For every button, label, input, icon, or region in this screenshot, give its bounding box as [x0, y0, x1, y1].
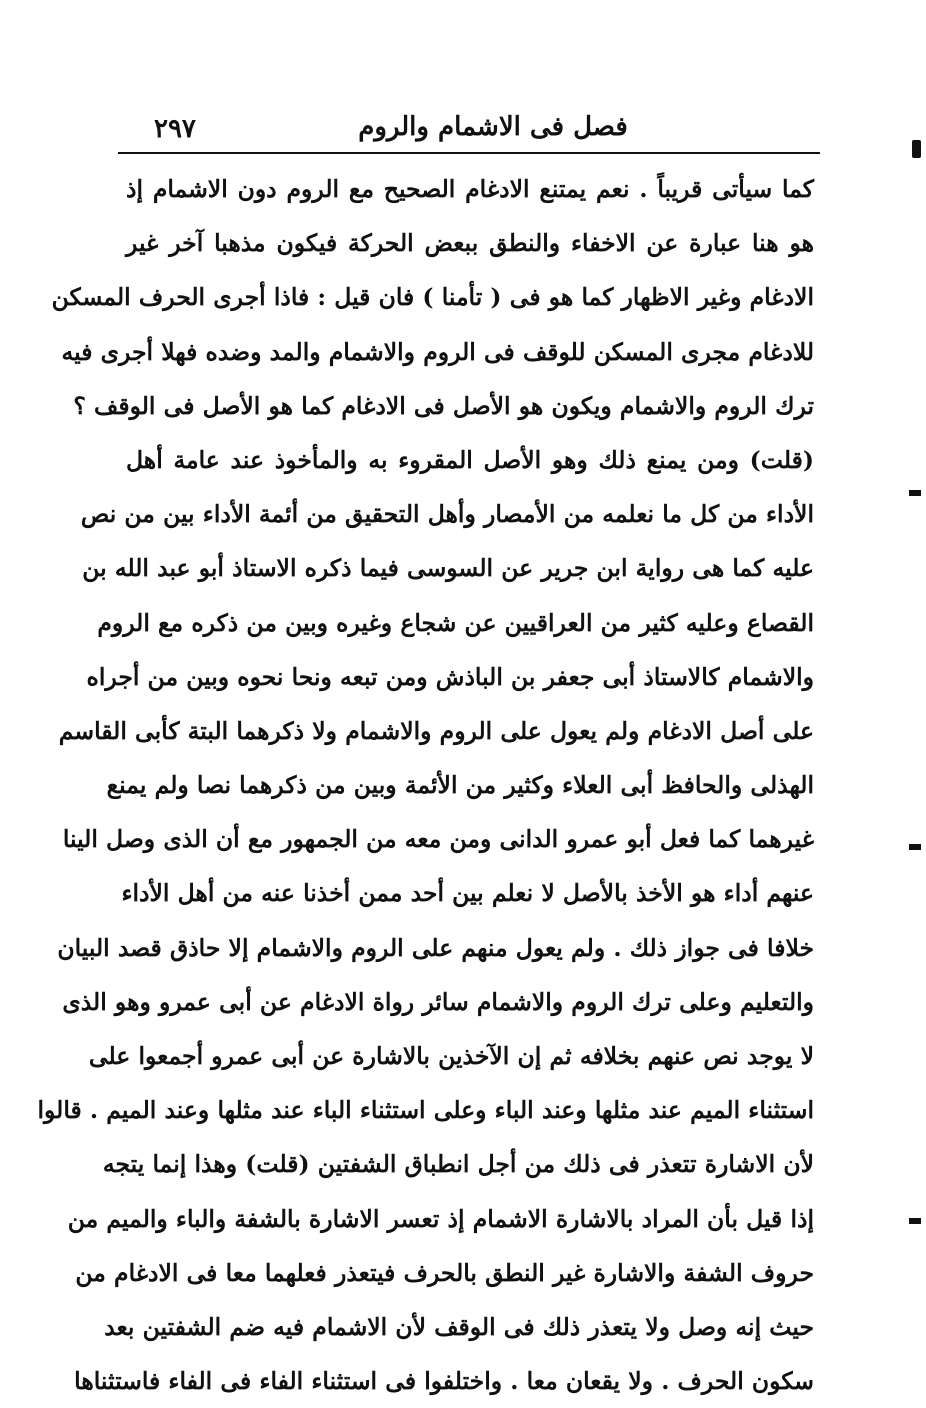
page-header — [118, 104, 820, 150]
text-line: والاشمام كالاستاذ أبى جعفر بن الباذش ومن تبعه ونحا نحوه وبين من أجراه — [86, 662, 814, 691]
header-rule — [118, 152, 820, 154]
text-line: الأداء من كل ما نعلمه من الأمصار وأهل التحقيق من أئمة الأداء بين من نص — [80, 500, 814, 529]
text-line: القصاع وعليه كثير من العراقيين عن شجاع وغيره وبين من ذكره مع الروم — [97, 608, 814, 637]
text-line: غيرهما كما فعل أبو عمرو الدانى ومن معه من الجمهور مع أن الذى وصل الينا — [62, 825, 814, 854]
text-line: (قلت) ومن يمنع ذلك وهو الأصل المقروء به والمأخوذ عند عامة أهل — [126, 445, 814, 474]
text-line: سكون الحرف . ولا يقعان معا . واختلفوا فى استثناء الفاء فى الفاء فاستثناها — [74, 1367, 814, 1396]
running-title: فصل فى الاشمام والروم — [358, 112, 628, 142]
text-line: لأن الاشارة تتعذر فى ذلك من أجل انطباق الشفتين (قلت) وهذا إنما يتجه — [102, 1150, 814, 1179]
margin-mark — [909, 1218, 921, 1224]
text-line: والتعليم وعلى ترك الروم والاشمام سائر رواة الادغام عن أبى عمرو وهو الذى — [62, 987, 814, 1016]
body-text — [37, 162, 814, 1408]
text-line: إذا قيل بأن المراد بالاشارة الاشمام إذ تعسر الاشارة بالشفة والباء والميم من — [67, 1204, 814, 1233]
text-line: ترك الروم والاشمام ويكون هو الأصل فى الادغام كما هو الأصل فى الوقف ؟ — [73, 391, 814, 420]
text-line: حروف الشفة والاشارة غير النطق بالحرف فيتعذر فعلهما معا فى الادغام من — [75, 1258, 814, 1287]
margin-mark — [909, 844, 921, 850]
text-line: على أصل الادغام ولم يعول على الروم والاشمام ولا ذكرهما البتة كأبى القاسم — [58, 716, 814, 745]
text-line: لا يوجد نص عنهم بخلافه ثم إن الآخذين بالاشارة عن أبى عمرو أجمعوا على — [88, 1042, 814, 1070]
margin-mark — [909, 490, 921, 496]
page-number: ٢٩٧ — [154, 114, 196, 144]
text-line: الهذلى والحافظ أبى العلاء وكثير من الأئمة وبين من ذكرهما نصا ولم يمنع — [106, 771, 814, 800]
text-line: عنهم أداء هو الأخذ بالأصل لا نعلم بين أحد ممن أخذنا عنه من أهل الأداء — [121, 879, 814, 908]
text-line: كما سيأتى قريباً . نعم يمتنع الادغام الصحيح مع الروم دون الاشمام إذ — [126, 175, 814, 203]
text-line: هو هنا عبارة عن الاخفاء والنطق ببعض الحركة فيكون مذهبا آخر غير — [126, 229, 814, 258]
text-line: الادغام وغير الاظهار كما هو فى ( تأمنا ) فان قيل : فاذا أجرى الحرف المسكن — [51, 283, 814, 312]
page-edge-mark — [912, 140, 921, 158]
text-line: للادغام مجرى المسكن للوقف فى الروم والاشمام والمد وضده فهلا أجرى فيه — [61, 337, 814, 366]
text-line: عليه كما هى رواية ابن جرير عن السوسى فيما ذكره الاستاذ أبو عبد الله بن — [82, 554, 814, 583]
text-line: خلافا فى جواز ذلك . ولم يعول منهم على الروم والاشمام إلا حاذق قصد البيان — [57, 933, 814, 962]
text-line: حيث إنه وصل ولا يتعذر ذلك فى الوقف لأن الاشمام فيه ضم الشفتين بعد — [104, 1312, 814, 1341]
text-line: استثناء الميم عند مثلها وعند الباء وعلى استثناء الباء عند مثلها وعند الميم . قالوا — [37, 1096, 814, 1125]
